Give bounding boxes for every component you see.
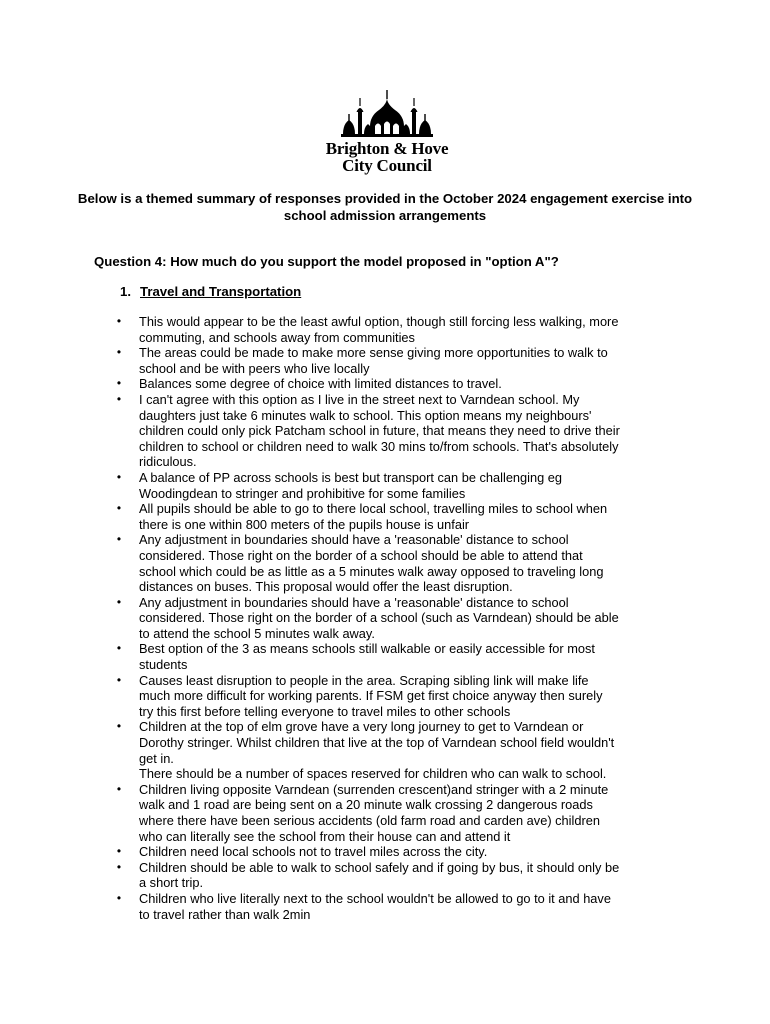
response-item: [114, 595, 684, 642]
response-item: [114, 470, 684, 501]
response-item: [114, 860, 684, 891]
response-text: All pupils should be able to go to there local school, travelling miles to school when there is one within 800 meters of the pupils house is unfair: [139, 501, 608, 532]
document-title: Below is a themed summary of responses provided in the October 2024 engagement exercise into school admission arrangements: [77, 191, 693, 223]
response-text: Children at the top of elm grove have a very long journey to get to Varndean or Dorothy stringer. Whilst children that live at the top of Varndean school field wouldn't get in. There should be a number of spaces reserved for children who can walk to school.: [139, 719, 615, 782]
response-item: [114, 392, 684, 470]
response-text: Children need local schools not to travel miles across the city.: [139, 844, 488, 860]
response-item: [114, 782, 684, 844]
response-text: Children living opposite Varndean (surrenden crescent)and stringer with a 2 minute walk and 1 road are being sent on a 20 minute walk crossing 2 dangerous roads where there have been serious accidents (old farm road and carden ave) children who can literally see the school from their house can and attend it: [139, 781, 609, 844]
bullet-icon: •: [116, 501, 122, 516]
response-text: Any adjustment in boundaries should have a 'reasonable' distance to school considered. Those right on the border of a school (such as Varndean) should be able to attend the school 5 minutes walk away.: [139, 594, 619, 641]
bullet-icon: •: [116, 314, 122, 328]
response-text: I can't agree with this option as I live in the street next to Varndean school. My daughters just take 6 minutes walk to school. This option means my neighbours' children could only pick Patcham school in future, that means they need to drive their children to school or children need to walk 30 mins to/from schools. That's absolutely ridiculous.: [139, 391, 620, 470]
response-text: Children should be able to walk to school safely and if going by bus, it should only be a short trip.: [139, 859, 620, 891]
response-text: Children who live literally next to the school wouldn't be allowed to go to it and have to travel rather than walk 2min: [139, 890, 611, 922]
response-text: Causes least disruption to people in the area. Scraping sibling link will make life much more difficult for working parents. If FSM get first choice anyway then surely try this first before telling everyone to travel miles to other schools: [139, 672, 603, 719]
response-item: [114, 314, 684, 345]
response-text: The areas could be made to make more sense giving more opportunities to walk to school and be with peers who live locally: [139, 345, 608, 376]
response-item: [114, 891, 684, 922]
council-logo: [312, 90, 462, 180]
response-item: [114, 844, 684, 860]
org-name-line-1: Brighton & Hove: [325, 139, 449, 158]
org-name-line-2: City Council: [342, 156, 432, 175]
response-text: Balances some degree of choice with limited distances to travel.: [139, 376, 502, 392]
response-text: Best option of the 3 as means schools still walkable or easily accessible for most students: [139, 641, 595, 673]
bullet-icon: •: [116, 719, 122, 734]
bullet-icon: •: [116, 532, 122, 547]
bullet-icon: •: [116, 859, 122, 874]
response-text: Any adjustment in boundaries should have a 'reasonable' distance to school considered. Those right on the border of a school should be able to attend that school which could be as little as a 5 minutes walk away opposed to traveling long distances on buses. This proposal would offer the least disruption.: [139, 532, 604, 595]
bullet-icon: •: [116, 672, 122, 687]
bullet-icon: •: [116, 345, 122, 360]
response-item: [114, 532, 684, 594]
response-item: [114, 719, 684, 781]
bullet-icon: •: [116, 781, 122, 796]
response-item: [114, 673, 684, 720]
bullet-icon: •: [116, 641, 122, 656]
response-item: [114, 376, 684, 392]
section-number: 1.: [120, 284, 131, 299]
bullet-icon: •: [116, 890, 122, 905]
bullet-icon: •: [116, 844, 122, 859]
bullet-icon: •: [116, 594, 122, 609]
bullet-icon: •: [116, 376, 122, 391]
pavilion-domes-logo-icon: [337, 90, 437, 140]
response-item: [114, 345, 684, 376]
response-item: [114, 501, 684, 532]
response-item: [114, 641, 684, 672]
bullet-icon: •: [116, 391, 122, 406]
response-list: [114, 314, 684, 922]
question-heading: Question 4: How much do you support the model proposed in "option A"?: [94, 254, 559, 269]
response-text: This would appear to be the least awful option, though still forcing less walking, more commuting, and schools away from communities: [139, 314, 619, 345]
section-heading: [120, 283, 301, 300]
section-title: Travel and Transportation: [140, 284, 302, 299]
response-text: A balance of PP across schools is best but transport can be challenging eg Woodingdean to stringer and prohibitive for some families: [139, 469, 563, 501]
bullet-icon: •: [116, 469, 122, 484]
